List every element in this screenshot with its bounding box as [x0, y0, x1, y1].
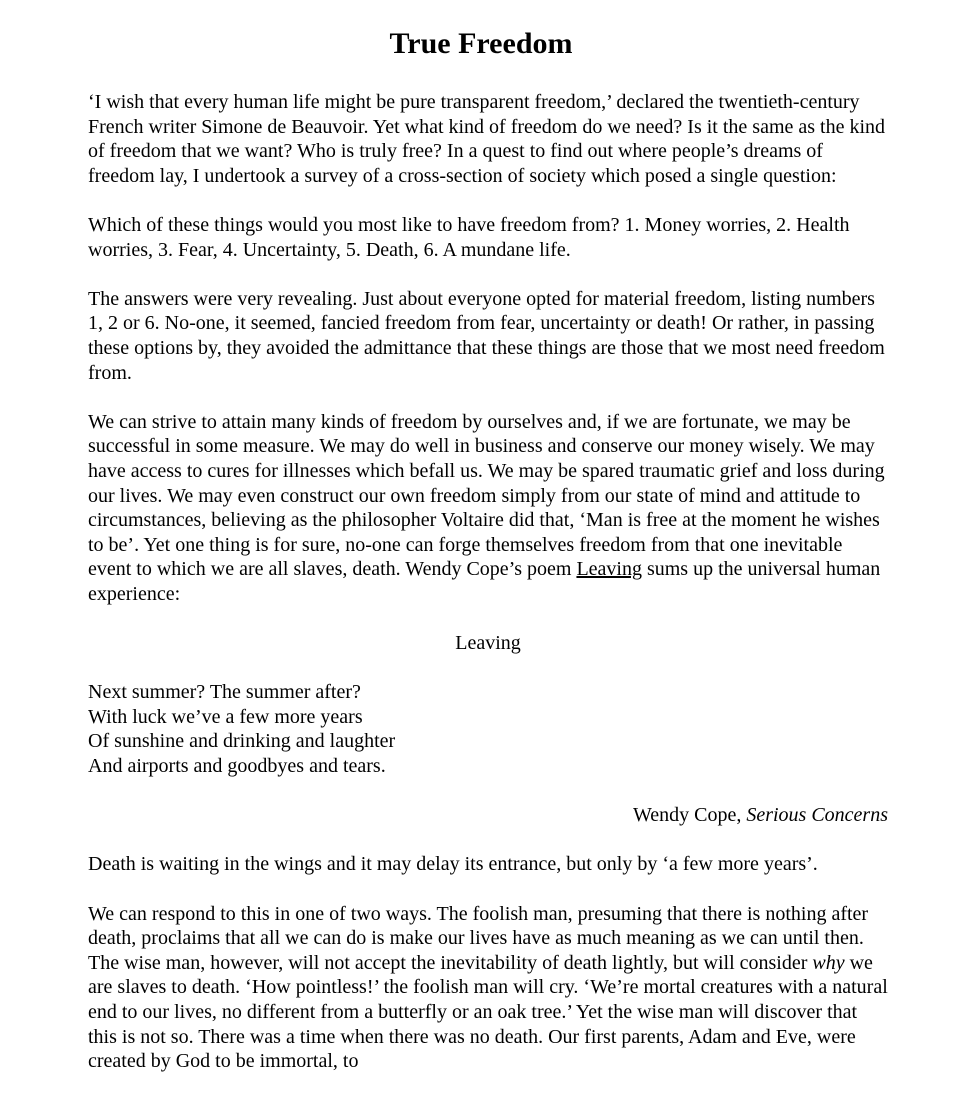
paragraph-answers: The answers were very revealing. Just about everyone opted for material freedom, listing numbers 1, 2 or 6. No-one, it seemed, fancied freedom from fear, uncertainty or death! Or rather, in passing these options by, they avoided the admittance that these things are those that we most need freedom from. — [88, 287, 885, 384]
emphasis-why: why — [812, 951, 845, 974]
paragraph-two-ways — [88, 902, 888, 1074]
paragraph-kinds-text: We can strive to attain many kinds of freedom by ourselves and, if we are fortunate, we may be successful in some measure. We may do well in business and conserve our money wisely. We may have access to cures for illnesses which befall us. We may be spared traumatic grief and loss during our lives. We may even construct our own freedom simply from our state of mind and attitude to circumstances, believing as the philosopher Voltaire did that, ‘Man is free at the moment he wishes to be’. Yet one thing is for sure, no-one can forge themselves freedom from that one inevitable event to which we are all slaves, death. Wendy Cope’s poem — [88, 410, 885, 581]
poem-stanza — [88, 680, 888, 778]
paragraph-intro: ‘I wish that every human life might be pure transparent freedom,’ declared the twentieth-century French writer Simone de Beauvoir. Yet what kind of freedom do we need? Is it the same as the kind of freedom that we want? Who is truly free? In a quest to find out where people’s dreams of freedom lay, I undertook a survey of a cross-section of society which posed a single question: — [88, 91, 886, 187]
document-title: True Freedom — [389, 27, 573, 60]
paragraph-kinds-of-freedom — [88, 410, 888, 607]
paragraph-two-ways-text-end: we are slaves to death. ‘How pointless!’ the foolish man will cry. ‘We’re mortal creatures with a natural end to our lives, no different from a butterfly or an oak tree.’ Yet the wise man will discover that this is not so. There was a time when there was no death. Our first parents, Adam and Eve, were created by God to be immortal, to — [88, 951, 888, 1073]
poem-line: Of sunshine and drinking and laughter — [88, 730, 396, 753]
paragraph-survey-question: Which of these things would you most like to have freedom from? 1. Money worries, 2. Health worries, 3. Fear, 4. Uncertainty, 5. Death, 6. A mundane life. — [88, 213, 850, 261]
poem-line: With luck we’ve a few more years — [88, 705, 363, 728]
poem-heading: Leaving — [455, 632, 521, 655]
paragraph-death-waiting: Death is waiting in the wings and it may delay its entrance, but only by ‘a few more years’. — [88, 853, 818, 876]
poem-line: Next summer? The summer after? — [88, 681, 361, 704]
poem-attribution — [88, 803, 888, 828]
document-body — [88, 90, 888, 1098]
paragraph-kinds-text-end: sums up the universal human experience: — [88, 558, 881, 605]
poem-title-reference: Leaving — [576, 558, 642, 581]
attribution-work: Serious Concerns — [746, 804, 888, 827]
paragraph-two-ways-text: We can respond to this in one of two ways. The foolish man, presuming that there is nothing after death, proclaims that all we can do is make our lives have as much meaning as we can until then. The wise man, however, will not accept the inevitability of death lightly, but will consider — [88, 902, 869, 974]
poem-line: And airports and goodbyes and tears. — [88, 755, 386, 778]
attribution-author: Wendy Cope, — [632, 804, 747, 827]
